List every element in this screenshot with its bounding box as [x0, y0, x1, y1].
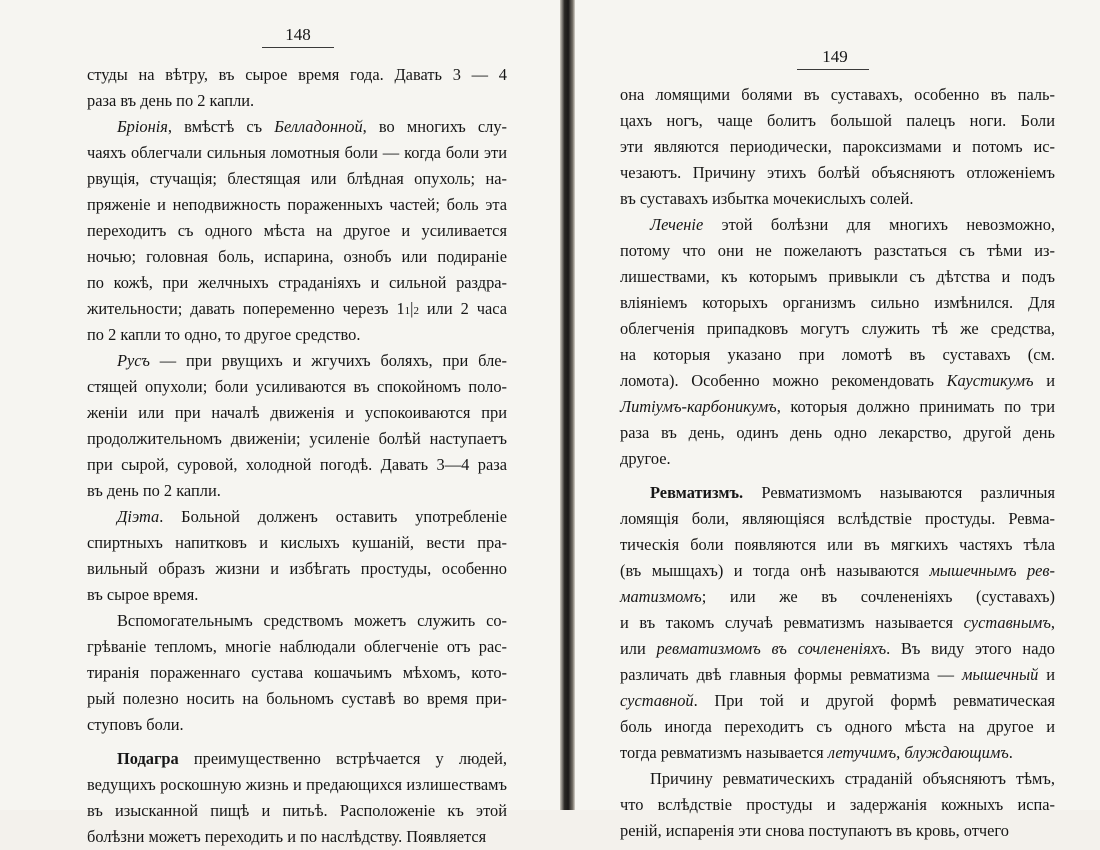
italic-term: мышечный: [962, 665, 1039, 684]
italic-term: суставной: [620, 691, 694, 710]
text-line: и въ такомъ случаѣ ревматизмъ называется суставнымъ,: [620, 613, 1055, 632]
text-line: рвущiя, стучащiя; блестящая или блѣдная опухоль; на-: [87, 169, 507, 188]
italic-term: Каустикумъ: [946, 371, 1034, 390]
text-line: матизмомъ; или же въ сочлененiяхъ (суставахъ): [620, 587, 1055, 606]
text-line: Подагра преимущественно встрѣчается у людей,: [117, 749, 507, 768]
text-line: (въ мышцахъ) и тогда онѣ называются мышечнымъ рев-: [620, 561, 1055, 580]
text-line: ренiй, испаренiя эти снова поступаютъ въ кровь, отчего: [620, 821, 1009, 840]
text-line: влiянiемъ которыхъ организмъ сильно измѣнился. Для: [620, 293, 1055, 312]
italic-term: Литiумъ-карбоникумъ: [620, 397, 777, 416]
text-line: раза въ день, одинъ день одно лекарство, другой день: [620, 423, 1055, 442]
text-line: тическiя боли появляются или въ мягкихъ частяхъ тѣла: [620, 535, 1055, 554]
italic-term: блуждающимъ: [904, 743, 1009, 762]
text-line: въ суставахъ избытка мочекислыхъ солей.: [620, 189, 914, 208]
text-line: чаяхъ облегчали сильныя ломотныя боли — когда боли эти: [87, 143, 507, 162]
text-line: спиртныхъ напитковъ и кислыхъ кушанiй, вести пра-: [87, 533, 507, 552]
text-line: ломящiя боли, являющiяся вслѣдствiе простуды. Ревма-: [620, 509, 1055, 528]
text-line: Леченiе этой болѣзни для многихъ невозможно,: [650, 215, 1055, 234]
text-line: по 2 капли то одно, то другое средство.: [87, 325, 361, 344]
book-gutter: [560, 0, 575, 810]
text-line: она ломящими болями въ суставахъ, особенно въ паль-: [620, 85, 1055, 104]
text-line: ночью; головная боль, испарина, ознобъ или подиранiе: [87, 247, 507, 266]
text-line: Брiонiя, вмѣстѣ съ Белладонной, во многихъ слу-: [117, 117, 507, 136]
italic-term: ревматизмомъ въ сочлененiяхъ: [656, 639, 887, 658]
text-line: потому что они не пожелаютъ разстаться съ тѣми из-: [620, 241, 1055, 260]
right-page: [575, 0, 1100, 840]
text-line: студы на вѣтру, въ сырое время года. Давать 3 — 4: [87, 65, 507, 84]
italic-term: летучимъ: [827, 743, 897, 762]
text-line: ступовъ боли.: [87, 715, 184, 734]
text-line: облегченiя припадковъ могутъ служить тѣ же средства,: [620, 319, 1055, 338]
page-number-right: 149: [822, 47, 848, 66]
text-line: различать двѣ главныя формы ревматизма — мышечный и: [620, 665, 1056, 684]
italic-term: Русъ: [117, 351, 150, 370]
text-line: боль иногда переходитъ съ одного мѣста на другое и: [620, 717, 1055, 736]
text-line: тогда ревматизмъ называется летучимъ, блуждающимъ.: [620, 743, 1013, 762]
page-number-left: 148: [285, 25, 311, 44]
text-line: при сырой, суровой, холодной погодѣ. Давать 3—4 раза: [87, 455, 507, 474]
text-line: раза въ день по 2 капли.: [87, 91, 255, 110]
text-line: вильный образъ жизни и избѣгать простуды, особенно: [87, 559, 507, 578]
left-page-text: [87, 62, 507, 850]
italic-term: матизмомъ: [620, 587, 702, 606]
italic-term: суставнымъ: [963, 613, 1051, 632]
text-line: или ревматизмомъ въ сочлененiяхъ. Въ виду этого надо: [620, 639, 1055, 658]
text-line: эти являются периодически, пароксизмами и потомъ ис-: [620, 137, 1055, 156]
text-line: чезаютъ. Причину этихъ болѣй объясняютъ отложенiемъ: [620, 163, 1055, 182]
italic-term: мышечнымъ рев-: [929, 561, 1055, 580]
text-line: Дiэта. Больной долженъ оставить употребленiе: [117, 507, 507, 526]
text-line: въ сырое время.: [87, 585, 199, 604]
text-line: ведущихъ роскошную жизнь и предающихся излишествамъ: [87, 775, 507, 794]
text-line: переходитъ съ одного мѣста на другое и усиливается: [87, 221, 507, 240]
text-line: по кожѣ, при желчныхъ страданiяхъ и сильной раздра-: [87, 273, 507, 292]
section-heading: Подагра: [117, 749, 179, 768]
text-line: въ изысканной пищѣ и питьѣ. Расположенiе къ этой: [87, 801, 507, 820]
text-line: жительности; давать попеременно черезъ 11|2 или 2 часа: [87, 299, 507, 318]
text-line: Ревматизмъ. Ревматизмомъ называются различныя: [650, 483, 1055, 502]
text-line: въ день по 2 капли.: [87, 481, 221, 500]
text-line: что вслѣдствiе простуды и задержанiя кожныхъ испа-: [620, 795, 1055, 814]
text-line: Литiумъ-карбоникумъ, которыя должно принимать по три: [620, 397, 1055, 416]
text-line: рый полезно носить на больномъ суставѣ во время при-: [87, 689, 507, 708]
text-line: стящей опухоли; боли усиливаются въ спокойномъ поло-: [87, 377, 507, 396]
italic-term: Дiэта: [117, 507, 160, 526]
text-line: лишествами, къ которымъ привыкли съ дѣтства и подъ: [620, 267, 1055, 286]
section-heading: Ревматизмъ.: [650, 483, 744, 502]
text-line: болѣзни можетъ переходить и по наслѣдству. Появляется: [87, 827, 487, 846]
text-line: на которыя указано при ломотѣ въ суставахъ (см.: [620, 345, 1055, 364]
text-line: Русъ — при рвущихъ и жгучихъ боляхъ, при бле-: [117, 351, 507, 370]
text-line: цахъ ногъ, чаще болитъ большой палецъ ноги. Боли: [620, 111, 1055, 130]
text-line: грѣванiе тепломъ, многiе наблюдали облегченiе отъ рас-: [87, 637, 507, 656]
italic-term: Брiонiя: [117, 117, 168, 136]
page-number-rule-right: [797, 69, 869, 70]
page-number-rule-left: [262, 47, 334, 48]
text-line: другое.: [620, 449, 671, 468]
italic-term: Леченiе: [650, 215, 704, 234]
italic-term: Белладонной: [274, 117, 363, 136]
text-line: Вспомогательнымъ средствомъ можетъ служить со-: [117, 611, 507, 630]
right-page-text: [620, 82, 1055, 844]
text-line: пряженiе и неподвижность пораженныхъ частей; боль эта: [87, 195, 507, 214]
text-line: ломота). Особенно можно рекомендовать Каустикумъ и: [620, 371, 1055, 390]
text-line: продолжительномъ движенiи; усиленiе болѣй наступаетъ: [87, 429, 507, 448]
text-line: Причину ревматическихъ страданiй объясняютъ тѣмъ,: [650, 769, 1055, 788]
text-line: тиранiя пораженнаго сустава кошачьимъ мѣхомъ, кото-: [87, 663, 507, 682]
text-line: суставной. При той и другой формѣ ревматическая: [620, 691, 1055, 710]
text-line: женiи или при началѣ движенiя и успокоиваются при: [87, 403, 507, 422]
